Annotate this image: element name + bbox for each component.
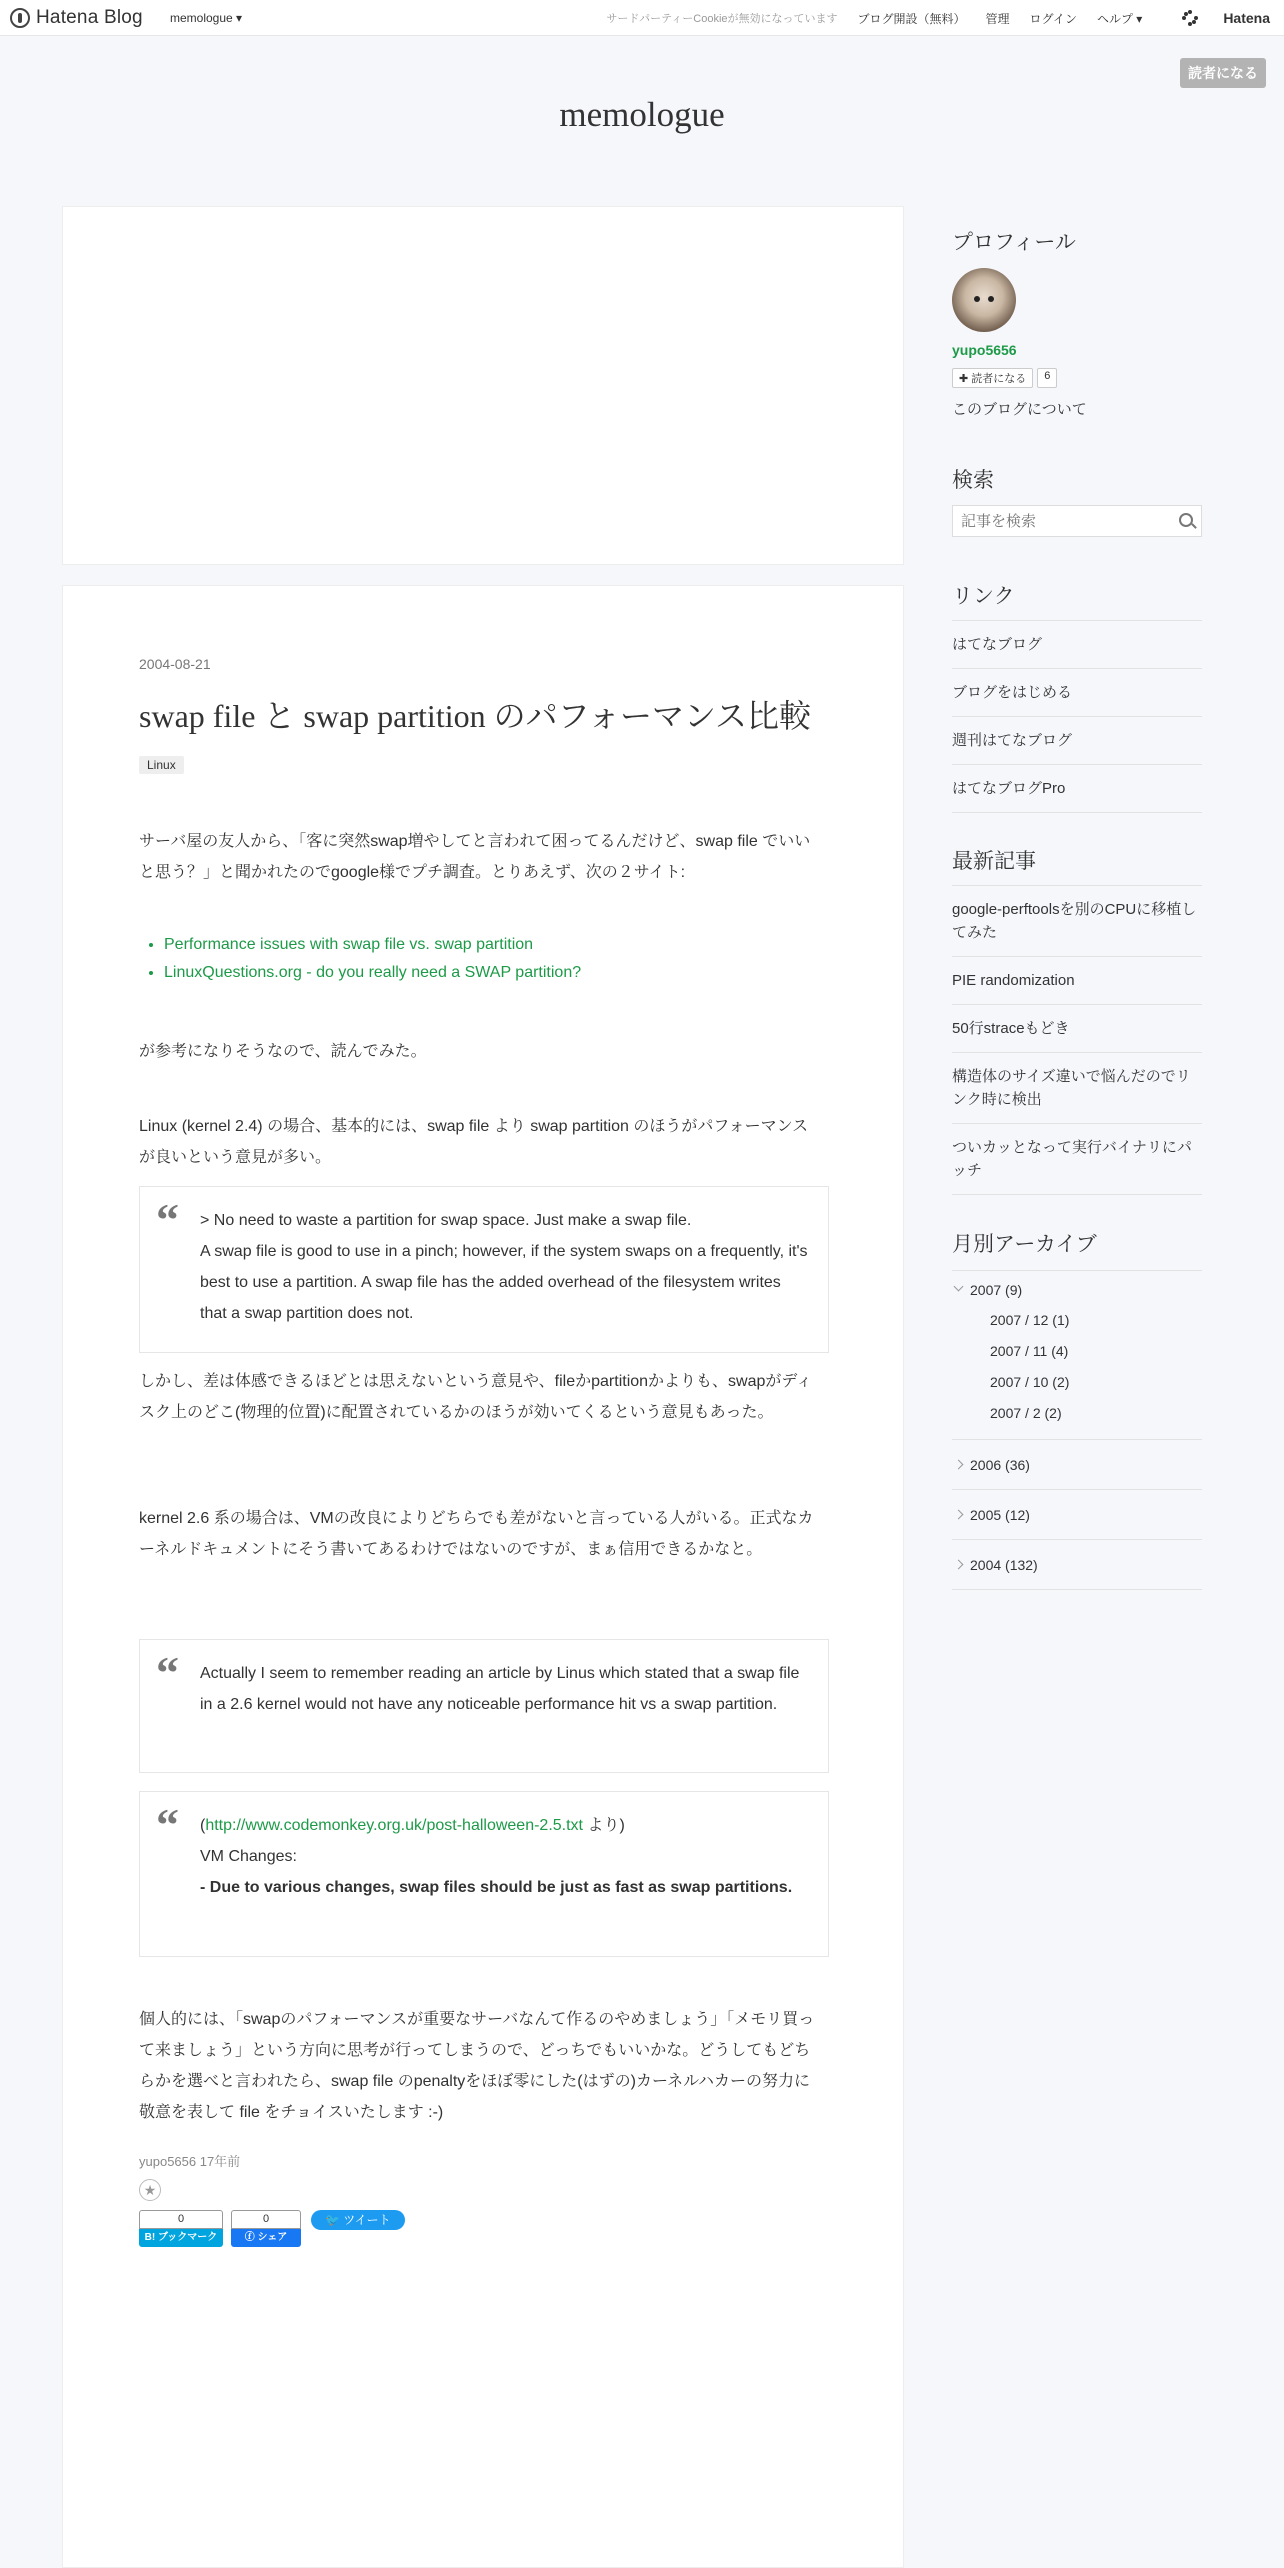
- logo-text: Hatena Blog: [36, 7, 143, 28]
- recent-entry[interactable]: 50行straceもどき: [952, 1005, 1202, 1053]
- archive-year-2005[interactable]: [952, 1490, 1202, 1540]
- cookie-notice[interactable]: サードパーティーCookieが無効になっています: [606, 13, 838, 25]
- profile-heading: プロフィール: [952, 231, 1076, 254]
- entry-paragraph: Linux (kernel 2.4) の場合、基本的には、swap file より swap partition のほうがパフォーマンスが良いという意見が多い。: [139, 1118, 809, 1166]
- archive-month[interactable]: 2007 / 10 (2): [990, 1374, 1070, 1390]
- chevron-right-icon[interactable]: [954, 1460, 964, 1470]
- about-blog-link[interactable]: このブログについて: [952, 401, 1087, 418]
- facebook-count: 0: [231, 2210, 301, 2229]
- subscribe-small-label: 読者になる: [971, 373, 1027, 385]
- facebook-label: [231, 2229, 301, 2247]
- archive-month[interactable]: 2007 / 12 (1): [990, 1312, 1070, 1328]
- quote-icon: “: [156, 1194, 179, 1245]
- chevron-down-icon[interactable]: [954, 1282, 964, 1292]
- archive-year-2006[interactable]: [952, 1440, 1202, 1490]
- subscribe-button[interactable]: 読者になる: [1180, 58, 1266, 88]
- codemonkey-link[interactable]: http://www.codemonkey.org.uk/post-halloween-2.5.txt: [205, 1817, 583, 1834]
- archive-year-2004[interactable]: [952, 1540, 1202, 1590]
- sidebar-link[interactable]: はてなブログPro: [952, 765, 1202, 813]
- sidebar-link[interactable]: はてなブログ: [952, 621, 1202, 669]
- quote-text: A swap file is good to use in a pinch; however, if the system swaps on a frequently, it's best to use a partition. A swap file has the added overhead of the filesystem writes that a swap partition does not.: [200, 1243, 808, 1322]
- recent-entry[interactable]: ついカッとなって実行バイナリにパッチ: [952, 1124, 1202, 1195]
- profile-subscribe-button[interactable]: [952, 368, 1033, 388]
- blog-title[interactable]: memologue: [559, 95, 725, 134]
- global-nav: [586, 0, 1270, 36]
- reference-link[interactable]: • Performance issues with swap file vs. swap partition: [164, 931, 581, 959]
- archive-year-label: 2005 (12): [970, 1507, 1030, 1523]
- ad-placeholder: [62, 206, 904, 565]
- entry-title[interactable]: swap file と swap partition のパフォーマンス比較: [139, 698, 812, 734]
- hatena-dots-icon: [1182, 10, 1198, 26]
- entry-category-tag[interactable]: Linux: [139, 756, 184, 774]
- entry-paragraph: が参考になりそうなので、読んでみた。: [139, 1043, 427, 1060]
- blockquote: [139, 1186, 829, 1353]
- blockquote: [139, 1791, 829, 1957]
- chevron-right-icon[interactable]: [954, 1510, 964, 1520]
- profile-avatar[interactable]: [952, 268, 1016, 332]
- quote-text: > No need to waste a partition for swap space. Just make a swap file.: [200, 1212, 692, 1229]
- help-menu[interactable]: ヘルプ ▾: [1096, 11, 1143, 26]
- quote-icon: “: [156, 1799, 179, 1850]
- search-form: [952, 505, 1202, 537]
- quote-source-line: [200, 1810, 808, 1841]
- hatena-blog-logo[interactable]: [10, 7, 143, 29]
- archive-year-label: 2007 (9): [970, 1282, 1023, 1298]
- tweet-label: ツイート: [343, 2213, 391, 2227]
- recent-entry[interactable]: 構造体のサイズ違いで悩んだのでリンク時に検出: [952, 1053, 1202, 1124]
- entry-footer-author[interactable]: yupo5656 17年前: [139, 2154, 241, 2169]
- archive-year-label: 2004 (132): [970, 1557, 1038, 1573]
- quote-bold-text: [200, 1872, 808, 1903]
- open-blog-link[interactable]: ブログ開設（無料）: [857, 11, 966, 26]
- recent-heading: 最新記事: [952, 850, 1036, 873]
- hatena-blog-logo-icon: [10, 8, 30, 28]
- quote-icon: “: [156, 1647, 179, 1698]
- archive-heading: 月別アーカイブ: [952, 1233, 1097, 1256]
- blockquote: [139, 1639, 829, 1773]
- links-list: [952, 620, 1202, 813]
- entry-date[interactable]: 2004-08-21: [139, 656, 211, 672]
- global-header: [0, 0, 1284, 36]
- archive-year-2007[interactable]: [952, 1271, 1202, 1440]
- archive-year-label: 2006 (36): [970, 1457, 1030, 1473]
- plus-icon: ✚: [959, 373, 972, 385]
- entry-paragraph: しかし、差は体感できるほどとは思えないという意見や、fileかpartitionかよりも、swapがディスク上のどこ(物理的位置)に配置されているかのほうが効いてくるという意見もあった。: [139, 1373, 813, 1421]
- recent-entry[interactable]: google-perftoolsを別のCPUに移植してみた: [952, 886, 1202, 957]
- blog-menu-dropdown[interactable]: memologue ▾: [170, 11, 243, 25]
- bookmark-label: B! ブックマーク: [139, 2229, 223, 2247]
- facebook-label-text: シェア: [257, 2232, 288, 2243]
- entry-paragraph: 個人的には、「swapのパフォーマンスが重要なサーバなんて作るのやめましょう」「メモリ買って来ましょう」という方向に思考が行ってしまうので、どっちでもいいかな。どうしてもどちらかを選べと言われたら、swap file のpenaltyをほぼ零にした(はずの)カーネルハカーの努力に敬意を表して file をチョイスいたします :-): [139, 2011, 815, 2121]
- recent-entries-list: [952, 885, 1202, 1195]
- sidebar-link[interactable]: ブログをはじめる: [952, 669, 1202, 717]
- hatena-brand-link[interactable]: [1162, 10, 1270, 26]
- facebook-icon: ⓕ: [244, 2232, 258, 2243]
- hatena-brand-text: Hatena: [1223, 10, 1270, 26]
- source-suffix: より): [583, 1817, 625, 1834]
- search-heading: 検索: [952, 469, 994, 492]
- monthly-archive: [952, 1270, 1202, 1590]
- login-link[interactable]: ログイン: [1029, 11, 1077, 26]
- chevron-right-icon[interactable]: [954, 1560, 964, 1570]
- archive-month[interactable]: 2007 / 2 (2): [990, 1405, 1062, 1421]
- entry-paragraph: kernel 2.6 系の場合は、VMの改良によりどちらでも差がないと言っている人がいる。正式なカーネルドキュメントにそう書いてあるわけではないのですが、まぁ信用できるかなと。: [139, 1510, 814, 1558]
- tweet-button[interactable]: [311, 2210, 405, 2230]
- reference-links: [139, 931, 581, 987]
- quote-bold: - Due to various changes, swap files should be just as fast as swap partitions.: [200, 1879, 793, 1896]
- twitter-bird-icon: 🐦: [325, 2213, 344, 2227]
- profile-name[interactable]: yupo5656: [952, 342, 1017, 358]
- sidebar-link[interactable]: 週刊はてなブログ: [952, 717, 1202, 765]
- search-input[interactable]: [959, 506, 1163, 536]
- admin-link[interactable]: 管理: [985, 11, 1010, 26]
- quote-text: Actually I seem to remember reading an article by Linus which stated that a swap file in a 2.6 kernel would not have any noticeable performance hit vs a swap partition.: [200, 1665, 800, 1713]
- entry-paragraph: サーバ屋の友人から、「客に突然swap増やしてと言われて困ってるんだけど、swap file でいいと思う？」と聞かれたのでgoogle様でプチ調査。とりあえず、次の２サイト:: [139, 833, 811, 881]
- subscriber-count[interactable]: 6: [1037, 368, 1057, 388]
- archive-month[interactable]: 2007 / 11 (4): [990, 1343, 1069, 1359]
- profile-subscribe: [952, 368, 1057, 388]
- bookmark-count: 0: [139, 2210, 223, 2229]
- paren-open: (: [200, 1817, 206, 1834]
- search-icon[interactable]: [1179, 513, 1193, 527]
- reference-link[interactable]: • LinuxQuestions.org - do you really need a SWAP partition?: [164, 959, 581, 987]
- share-buttons: [139, 2210, 405, 2247]
- hatena-bookmark-button[interactable]: [139, 2210, 223, 2247]
- recent-entry[interactable]: PIE randomization: [952, 957, 1202, 1005]
- star-icon: ★: [143, 2182, 157, 2198]
- add-star-button[interactable]: [139, 2179, 161, 2201]
- archive-months: [970, 1304, 1202, 1428]
- links-heading: リンク: [952, 585, 1015, 608]
- quote-text: VM Changes:: [200, 1848, 297, 1865]
- facebook-share-button[interactable]: [231, 2210, 301, 2247]
- entry-article: [62, 585, 904, 2568]
